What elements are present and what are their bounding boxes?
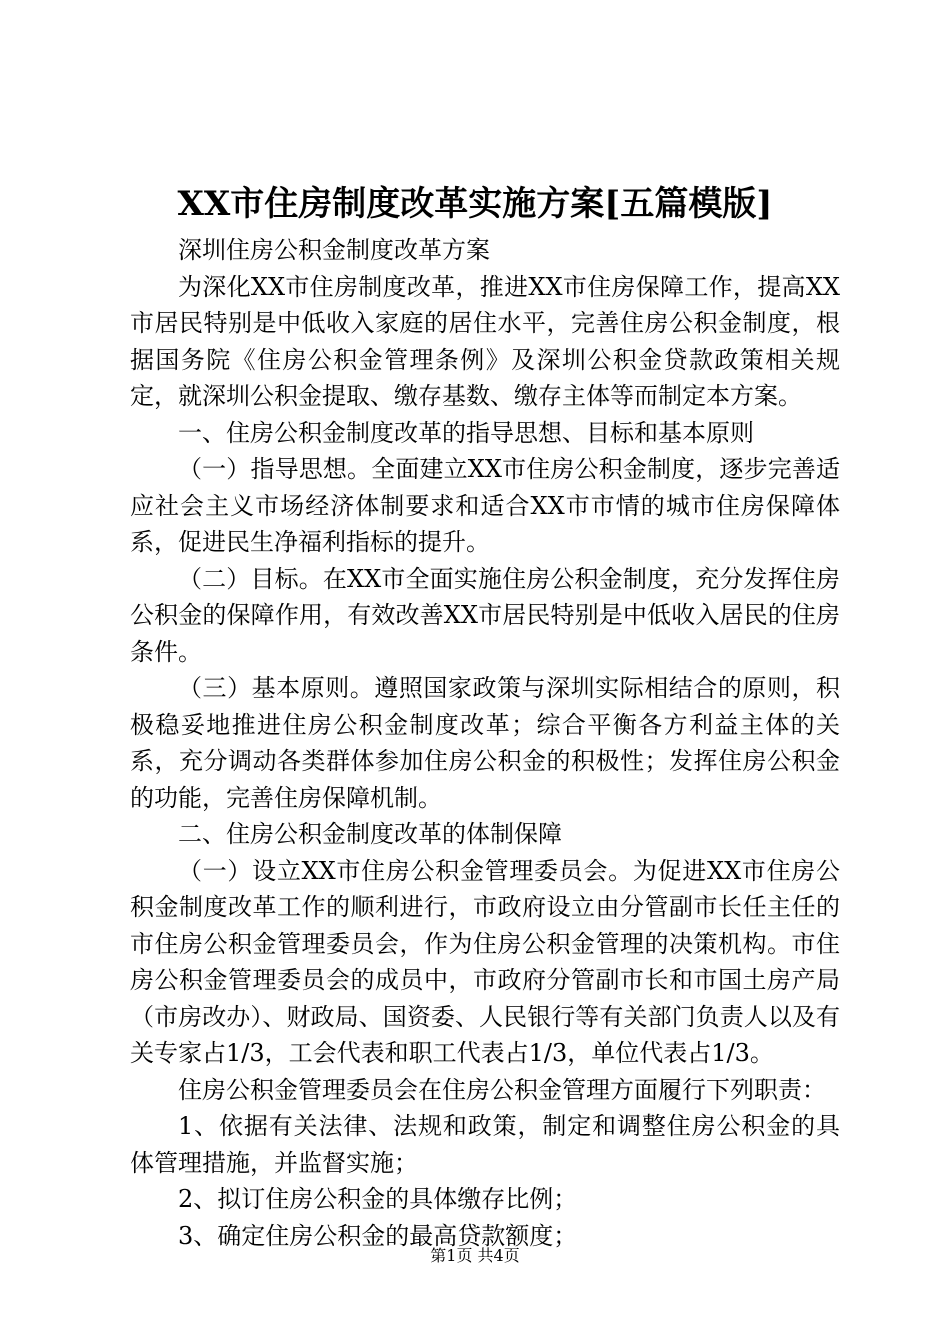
document-body [130, 232, 840, 1254]
paragraph: 为深化XX市住房制度改革，推进XX市住房保障工作，提高XX市居民特别是中低收入家庭的居住水平，完善住房公积金制度，根据国务院《住房公积金管理条例》及深圳公积金贷款政策相关规定，就深圳公积金提取、缴存基数、缴存主体等而制定本方案。 [130, 272, 840, 410]
paragraph: （一）指导思想。全面建立XX市住房公积金制度，逐步完善适应社会主义市场经济体制要求和适合XX市市情的城市住房保障体系，促进民生净福利指标的提升。 [130, 455, 840, 556]
list-item: 3、确定住房公积金的最高贷款额度； [178, 1221, 578, 1250]
paragraph: （一）设立XX市住房公积金管理委员会。为促进XX市住房公积金制度改革工作的顺利进行，市政府设立由分管副市长任主任的市住房公积金管理委员会，作为住房公积金管理的决策机构。市住房公积金管理委员会的成员中，市政府分管副市长和市国土房产局（市房改办）、财政局、国资委、人民银行等有关部门负责人以及有关专家占1/3，工会代表和职工代表占1/3，单位代表占1/3。 [130, 856, 840, 1067]
paragraph: （三）基本原则。遵照国家政策与深圳实际相结合的原则，积极稳妥地推进住房公积金制度改革；综合平衡各方利益主体的关系，充分调动各类群体参加住房公积金的积极性；发挥住房公积金的功能，完善住房保障机制。 [130, 674, 840, 812]
document-title: XX市住房制度改革实施方案[五篇模版] [177, 184, 773, 224]
list-item: 1、依据有关法律、法规和政策，制定和调整住房公积金的具体管理措施，并监督实施； [130, 1112, 840, 1177]
section-heading: 一、住房公积金制度改革的指导思想、目标和基本原则 [178, 418, 754, 447]
paragraph: （二）目标。在XX市全面实施住房公积金制度，充分发挥住房公积金的保障作用，有效改善XX市居民特别是中低收入居民的住房条件。 [130, 564, 840, 666]
list-item: 2、拟订住房公积金的具体缴存比例； [178, 1185, 578, 1213]
section-heading: 二、住房公积金制度改革的体制保障 [178, 820, 562, 848]
paragraph: 深圳住房公积金制度改革方案 [178, 236, 490, 264]
paragraph: 住房公积金管理委员会在住房公积金管理方面履行下列职责： [178, 1075, 826, 1104]
page-number-footer: 第1页 共4页 [430, 1246, 520, 1265]
